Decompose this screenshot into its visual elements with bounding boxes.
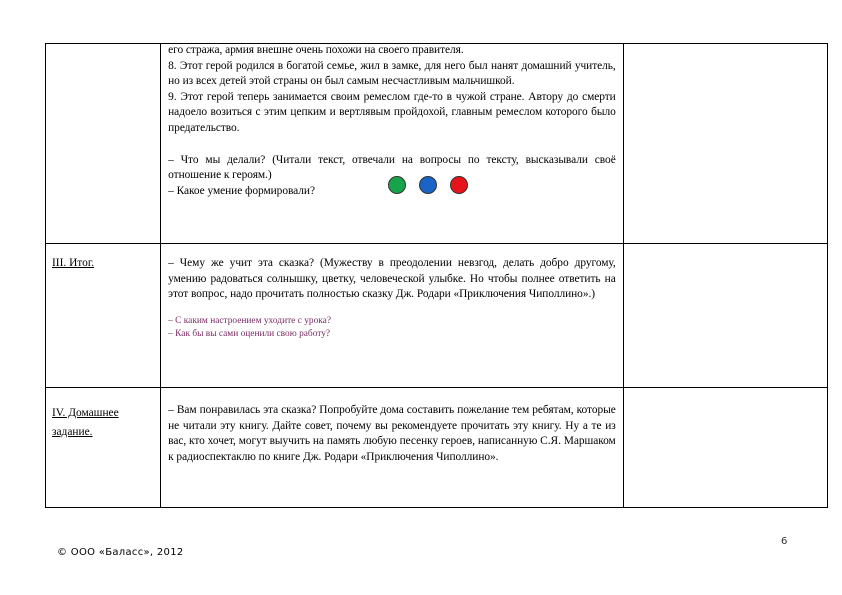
table-row	[46, 44, 828, 244]
content-cell	[161, 388, 624, 508]
content-cell	[161, 44, 624, 244]
reflection-question: – Что мы делали? (Читали текст, отвечали на вопросы по тексту, высказывали своё отношение к героям.)	[168, 153, 616, 182]
skill-question: – Какое умение формировали?	[168, 184, 315, 197]
stage-title: III. Итог.	[52, 257, 95, 269]
question-8: 8. Этот герой родился в богатой семье, жил в замке, для него был нанят домашний учитель, но из всех детей этой страны он был самым несчастливым мальчишкой.	[168, 59, 616, 88]
stage-cell	[46, 388, 161, 508]
green-circle-icon	[388, 176, 406, 194]
content-cell	[161, 244, 624, 388]
summary-text: – Чему же учит эта сказка? (Мужеству в преодолении невзгод, делать добро другому, умению радоваться солнышку, цветку, человеческой улыбке. Но чтобы полнее ответить на этот вопрос, надо прочитать полностью сказку Дж. Родари «Приключения Чиполлино».)	[168, 257, 616, 301]
page-number: 6	[781, 536, 788, 547]
self-assessment-circles	[388, 176, 468, 194]
blue-circle-icon	[419, 176, 437, 194]
lesson-plan-table	[45, 43, 828, 508]
copyright-text: © ООО «Баласс», 2012	[57, 547, 184, 558]
homework-text: – Вам понравилась эта сказка? Попробуйте дома составить пожелание тем ребятам, которые не читали эту книгу. Дайте совет, почему вы рекомендуете прочитать эту книгу. Ну а те из вас, кто хочет, могут выучить на память любую песенку героев, написанную С.Я. Маршаком к радиоспектаклю по книге Дж. Родари «Приключения Чиполлино».	[168, 404, 616, 463]
notes-cell	[623, 244, 827, 388]
table-row	[46, 244, 828, 388]
stage-title: IV. Домашнее задание.	[52, 407, 119, 438]
stage-cell	[46, 44, 161, 244]
notes-cell	[623, 388, 827, 508]
red-circle-icon	[450, 176, 468, 194]
table-row	[46, 388, 828, 508]
self-evaluation-question: – Как бы вы сами оценили свою работу?	[168, 328, 331, 339]
question-9: 9. Этот герой теперь занимается своим ремеслом где-то в чужой стране. Автору до смерти надоело возиться с этим цепким и вертлявым пройдохой, главным ремеслом которого было предательство.	[168, 90, 616, 134]
mood-question: – С каким настроением уходите с урока?	[168, 315, 331, 326]
notes-cell	[623, 44, 827, 244]
stage-cell	[46, 244, 161, 388]
continuation-text: его стража, армия внешне очень похожи на своего правителя.	[168, 44, 464, 56]
